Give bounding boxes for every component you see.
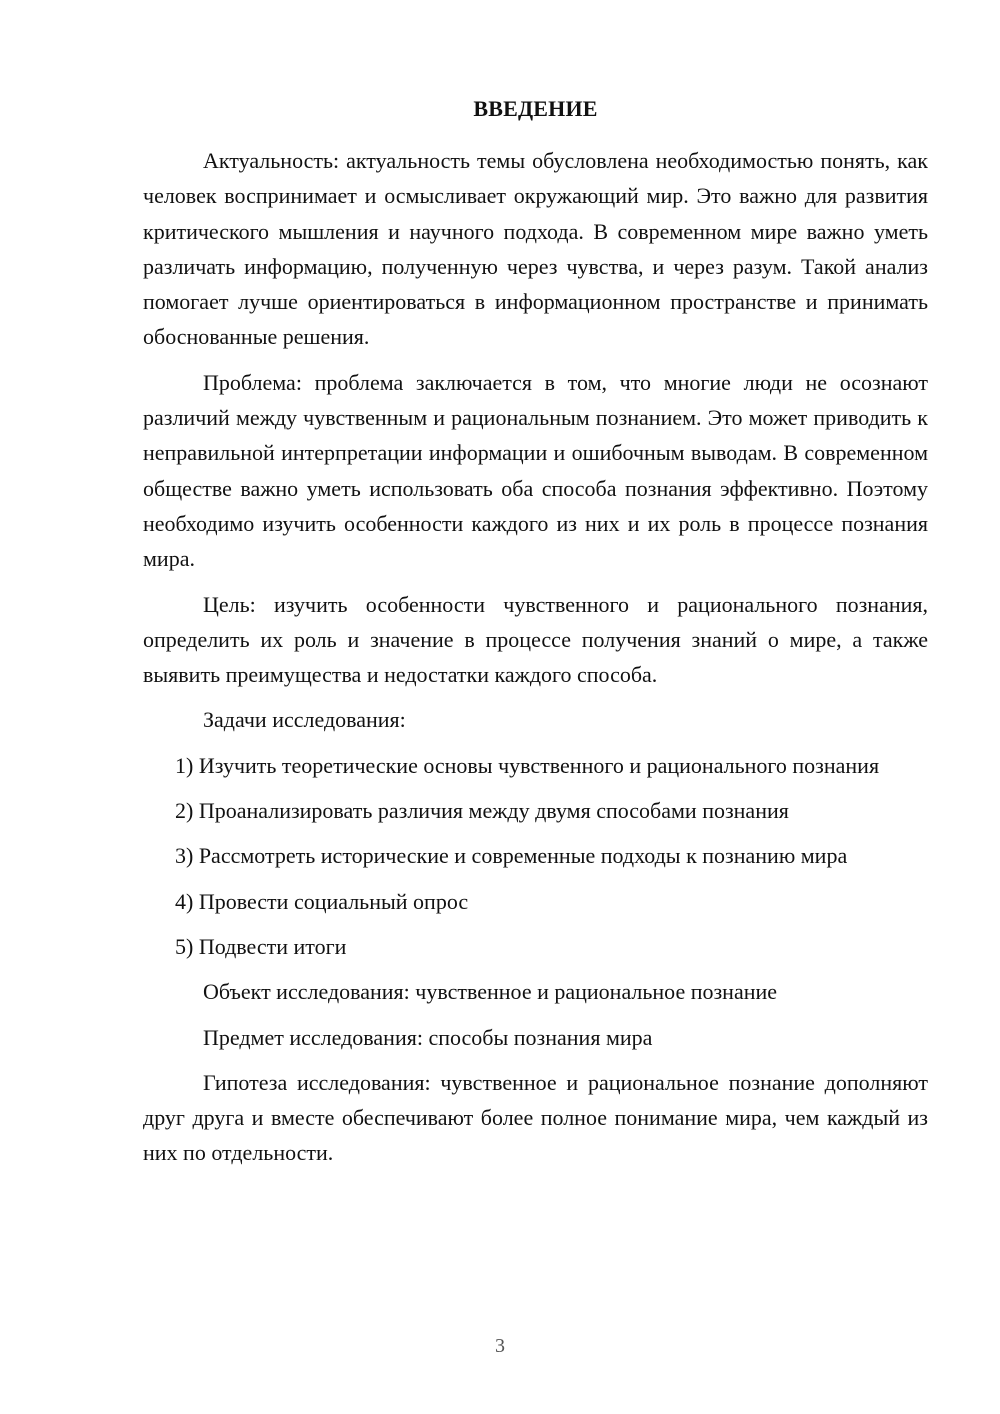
task-item: 5) Подвести итоги xyxy=(175,933,347,959)
document-page xyxy=(143,94,928,1181)
tasks-list xyxy=(143,748,928,964)
page-number: 3 xyxy=(495,1335,505,1357)
paragraph-relevance: Актуальность: актуальность темы обусловлена необходимостью понять, как человек воспринимает и осмысливает окружающий мир. Это важно для развития критического мышления и научного подхода. В современном мире важно уметь различать информацию, полученную через чувства, и через разум. Такой анализ помогает лучше ориентироваться в информационном пространстве и принимать обоснованные решения. xyxy=(143,148,928,350)
task-item: 3) Рассмотреть исторические и современные подходы к познанию мира xyxy=(175,843,848,869)
task-item: 4) Провести социальный опрос xyxy=(175,888,469,914)
section-heading: ВВЕДЕНИЕ xyxy=(473,96,598,121)
research-object: Объект исследования: чувственное и рациональное познание xyxy=(203,979,778,1005)
task-item: 2) Проанализировать различия между двумя способами познания xyxy=(175,798,789,824)
paragraph-goal: Цель: изучить особенности чувственного и рационального познания, определить их роль и значение в процессе получения знаний о мире, а также выявить преимущества и недостатки каждого способа. xyxy=(143,591,928,688)
research-hypothesis: Гипотеза исследования: чувственное и рациональное познание дополняют друг друга и вместе обеспечивают более полное понимание мира, чем каждый из них по отдельности. xyxy=(143,1069,928,1166)
tasks-heading: Задачи исследования: xyxy=(203,707,406,733)
research-subject: Предмет исследования: способы познания мира xyxy=(203,1024,653,1050)
task-item: 1) Изучить теоретические основы чувственного и рационального познания xyxy=(175,752,880,778)
paragraph-problem: Проблема: проблема заключается в том, что многие люди не осознают различий между чувственным и рациональным познанием. Это может приводить к неправильной интерпретации информации и ошибочным выводам. В современном обществе важно уметь использовать оба способа познания эффективно. Поэтому необходимо изучить особенности каждого из них и их роль в процессе познания мира. xyxy=(143,369,928,572)
